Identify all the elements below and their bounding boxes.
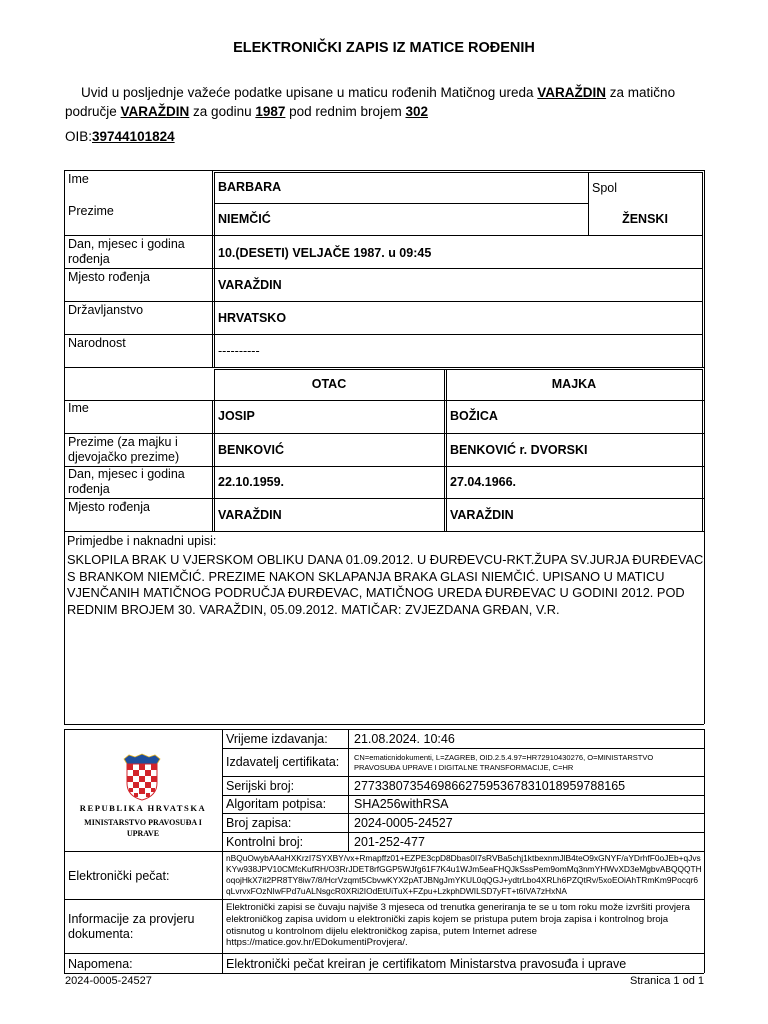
document-title: ELEKTRONIČKI ZAPIS IZ MATICE ROĐENIH	[233, 40, 535, 56]
oib-line: OIB:39744101824	[65, 129, 175, 144]
label-kontrolni: Kontrolni broj:	[226, 835, 304, 849]
header-otac: OTAC	[311, 377, 347, 391]
value-majka-dob: 27.04.1966.	[450, 475, 517, 489]
value-drzavljanstvo: HRVATSKO	[218, 311, 287, 325]
area-name: VARAŽDIN	[120, 104, 190, 119]
issuer-ministry: MINISTARSTVO PRAVOSUĐA I UPRAVE	[84, 818, 202, 838]
value-ime: BARBARA	[218, 180, 282, 194]
label-parent-dob: Dan, mjesec i godina rođenja	[68, 467, 185, 496]
label-ime: Ime	[68, 172, 89, 186]
label-info: Informacije za provjeru dokumenta:	[68, 912, 195, 941]
label-mjesto: Mjesto rođenja	[68, 270, 150, 284]
value-otac-ime: JOSIP	[218, 409, 255, 423]
value-info: Elektronički zapisi se čuvaju najviše 3 mjeseca od trenutka generiranja te se u tom roku može izvršiti provjera elektroničkog zapisa uvidom u elektronički zapis kojem se pristupa putem broja zapisa i kontrolnog broja otisnutog u kontrolnom dijelu elektroničkog zapisa, putem Internet adrese https://matice.gov.hr/EDokumentiProvjera/.	[226, 902, 690, 949]
footer-record-number: 2024-0005-24527	[65, 975, 152, 987]
label-algoritam: Algoritam potpisa:	[226, 797, 327, 811]
label-parent-prezime: Prezime (za majku i djevojačko prezime)	[68, 435, 180, 464]
value-majka-ime: BOŽICA	[450, 409, 498, 423]
label-napomena: Napomena:	[68, 957, 133, 971]
label-broj-zapisa: Broj zapisa:	[226, 816, 292, 830]
value-otac-mjesto: VARAŽDIN	[218, 508, 282, 522]
intro-paragraph: Uvid u posljednje važeće podatke upisane u maticu rođenih Matičnog ureda VARAŽDIN za matično područje VARAŽDIN za godinu 1987 pod rednim brojem 302	[65, 85, 676, 119]
label-serijski: Serijski broj:	[226, 779, 295, 793]
value-napomena: Elektronički pečat kreiran je certifikatom Ministarstva pravosuđa i uprave	[226, 957, 627, 971]
label-parent-mjesto: Mjesto rođenja	[68, 500, 150, 514]
label-drzavljanstvo: Državljanstvo	[68, 303, 144, 317]
header-majka: MAJKA	[551, 377, 597, 391]
office-name: VARAŽDIN	[537, 85, 607, 100]
remarks-label: Primjedbe i naknadni upisi:	[67, 534, 217, 548]
label-pecat: Elektronički pečat:	[68, 869, 170, 883]
value-dob: 10.(DESETI) VELJAČE 1987. u 09:45	[218, 246, 432, 260]
label-spol: Spol	[592, 181, 618, 195]
label-parent-ime: Ime	[68, 401, 89, 415]
value-izdavatelj: CN=ematicnidokumenti, L=ZAGREB, OID.2.5.4.97=HR72910430276, O=MINISTARSTVO PRAVOSUĐA UPRAVE I DIGITALNE TRANSFORMACIJE, C=HR	[354, 753, 654, 772]
value-otac-dob: 22.10.1959.	[218, 475, 285, 489]
value-prezime: NIEMČIĆ	[218, 212, 271, 226]
label-dob: Dan, mjesec i godina rođenja	[68, 237, 185, 266]
remarks-text: SKLOPILA BRAK U VJERSKOM OBLIKU DANA 01.09.2012. U ĐURĐEVCU-RKT.ŽUPA SV.JURJA ĐURĐEVAC S BRANKOM NIEMČIĆ. PREZIME NAKON SKLAPANJA BRAKA GLASI NIEMČIĆ. UPISANO U MATICU VJENČANIH MATIČNOG PODRUČJA ĐURĐEVAC, MATIČNOG UREDA ĐURĐEVAC U GODINI 2012. POD REDNIM BROJEM 30. VARAŽDIN, 05.09.2012. MATIČAR: ZVJEZDANA GRĐAN, V.R.	[67, 552, 704, 617]
record-year: 1987	[255, 104, 286, 119]
value-narodnost: ----------	[218, 344, 260, 358]
value-spol: ŽENSKI	[622, 212, 668, 226]
issuer-country: REPUBLIKA HRVATSKA	[79, 803, 207, 813]
label-prezime: Prezime	[68, 204, 114, 218]
label-narodnost: Narodnost	[68, 336, 126, 350]
value-serijski: 27733807354698662759536783101895978816​5	[354, 779, 626, 793]
oib-value: 39744101824	[92, 129, 175, 144]
value-majka-prezime: BENKOVIĆ r. DVORSKI	[450, 443, 588, 457]
footer-page-number: Stranica 1 od 1	[630, 975, 704, 987]
coat-of-arms-icon	[121, 753, 163, 801]
record-number: 302	[405, 104, 428, 119]
value-broj-zapisa: 2024-0005-24527	[354, 816, 453, 830]
value-algoritam: SHA256withRSA	[354, 797, 449, 811]
label-izdavatelj: Izdavatelj certifikata:	[226, 755, 340, 769]
value-vrijeme: 21.08.2024. 10:46	[354, 732, 455, 746]
value-pecat: nBQuOwybAAaHXKrzI7SYXBY/vx+Rmapffz01+EZPE3cpD8Dbas0I7sRVBa5chj1ktbexnmJlB4teO9xGNYF/aYDrhfF0oJEb+qJvsKYw938JPV10CMfcKufRH/O3RrJDET8rfGGP5WJfg61F7K4u1WJm5eaFHQJkSssPem9omMq3nmYHWvXD3eMgbvABQQQTHoqojHkX7it2PR8TY8iw7/8/HcrVzqmt5CbvwKYX2pATJBNgJmYKUL0qQGJ+ydtrLbo4XRLh6PZQtRv/5xoEOiAhTRmKm9Pocqr6qLvrvxFOzNIwFPd7uALNsgcR0XRi2IOdEtUiTuX+FZpu+LzkphDWILSD7yFT+t6IVA7zHxNA	[226, 853, 702, 896]
value-mjesto: VARAŽDIN	[218, 278, 282, 292]
value-kontrolni: 201-252-477	[354, 835, 425, 849]
label-vrijeme: Vrijeme izdavanja:	[226, 732, 328, 746]
value-majka-mjesto: VARAŽDIN	[450, 508, 514, 522]
value-otac-prezime: BENKOVIĆ	[218, 443, 284, 457]
